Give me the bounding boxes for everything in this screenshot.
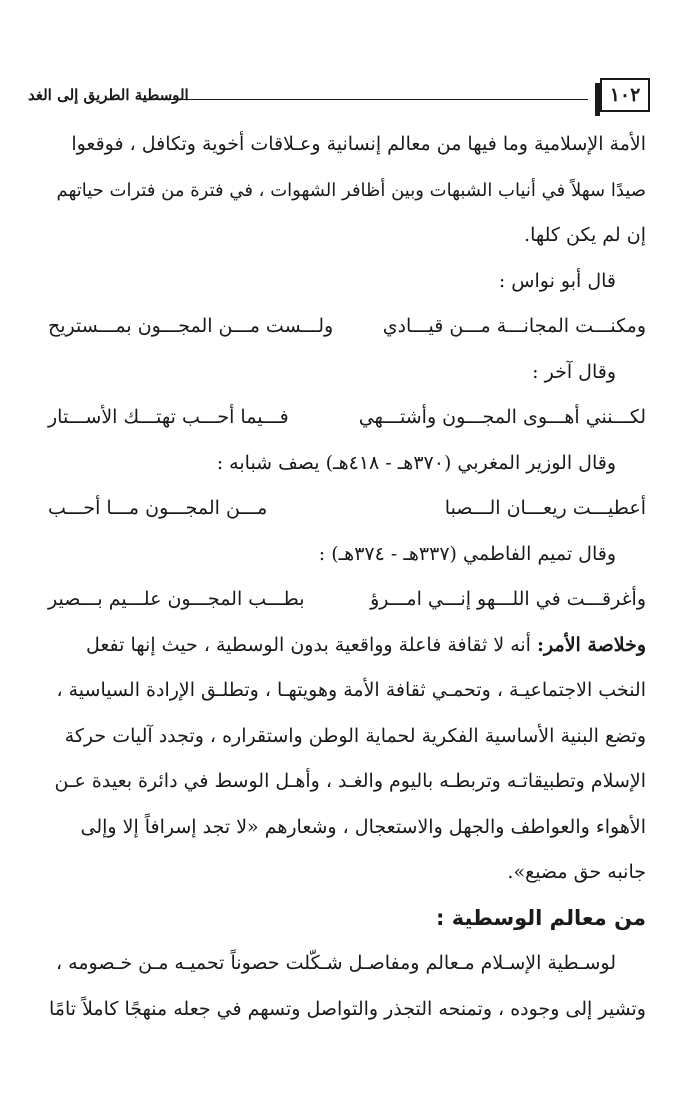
verse-second-hemistich: ولـــست مـــن المجـــون بمـــستريح: [48, 315, 334, 337]
page-body: [48, 122, 646, 1032]
header-rule: [148, 99, 588, 100]
verse: [48, 577, 646, 623]
verse-intro: قال أبو نواس :: [498, 269, 616, 292]
text-line: لوسـطية الإسـلام مـعالم ومفاصـل شـكّلت حصوناً تحميـه مـن خـصومه ،: [56, 952, 616, 974]
verse-first-hemistich: أعطيـــت ريعـــان الـــصبا: [444, 497, 646, 519]
verse-first-hemistich: وأغرقـــت في اللـــهو إنـــي امـــرؤ: [370, 588, 646, 610]
text-line: إن لم يكن كلها.: [524, 224, 646, 246]
conclusion-lead: وخلاصة الأمر:: [537, 633, 646, 656]
text-line: جانبه حق مضيع».: [507, 861, 646, 883]
verse-intro: وقال الوزير المغربي (٣٧٠هـ - ٤١٨هـ) يصف شبابه :: [216, 451, 616, 474]
text-line: صيدًا سهلاً في أنياب الشبهات وبين أظافر الشهوات ، في فترة من فترات حياتهم: [56, 179, 646, 201]
text-line: وتشير إلى وجوده ، وتمنحه التجذر والتواصل وتسهم في جعله منهجًا كاملاً تامًا: [49, 997, 646, 1020]
verse: [48, 304, 646, 350]
conclusion-text: أنه لا ثقافة فاعلة وواقعية بدون الوسطية ، حيث إنها تفعل: [86, 633, 531, 656]
text-line: الأهواء والعواطف والجهل والاستعجال ، وشعارهم «لا تجد إسرافاً إلا وإلى: [80, 815, 646, 838]
verse-first-hemistich: لكـــنني أهـــوى المجـــون وأشتـــهي: [358, 406, 646, 428]
verse-second-hemistich: فـــيما أحـــب تهتـــك الأســـتار: [48, 406, 289, 428]
text-line: الإسلام وتطبيقاتـه وتربطـه باليوم والغـد ، وأهـل الوسط في دائرة بعيدة عـن: [54, 770, 646, 792]
text-line: الأمة الإسلامية وما فيها من معالم إنسانية وعـلاقات أخوية وتكافل ، فوقعوا: [71, 133, 646, 155]
text-line: وتضع البنية الأساسية الفكرية لحماية الوطن واستقراره ، وتجدد آليات حركة: [64, 724, 646, 747]
running-title: الوسطية الطريق إلى الغد: [28, 86, 189, 104]
text-line: [48, 623, 646, 669]
verse: [48, 395, 646, 441]
verse-first-hemistich: ومكنـــت المجانـــة مـــن قيـــادي: [382, 315, 646, 337]
verse-intro: وقال تميم الفاطمي (٣٣٧هـ - ٣٧٤هـ) :: [318, 542, 616, 565]
page-header: [28, 78, 650, 118]
page-number-box: [600, 78, 650, 112]
verse-intro: وقال آخر :: [532, 360, 616, 383]
section-heading: من معالم الوسطية :: [436, 905, 646, 930]
verse-second-hemistich: بطـــب المجـــون علـــيم بـــصير: [48, 588, 305, 610]
text-line: النخب الاجتماعيـة ، وتحمـي ثقافة الأمة وهويتهـا ، وتطلـق الإرادة السياسية ،: [56, 679, 646, 701]
verse-second-hemistich: مـــن المجـــون مـــا أحـــب: [48, 497, 268, 519]
page-number: ١٠٢: [609, 84, 641, 106]
verse: [48, 486, 646, 532]
